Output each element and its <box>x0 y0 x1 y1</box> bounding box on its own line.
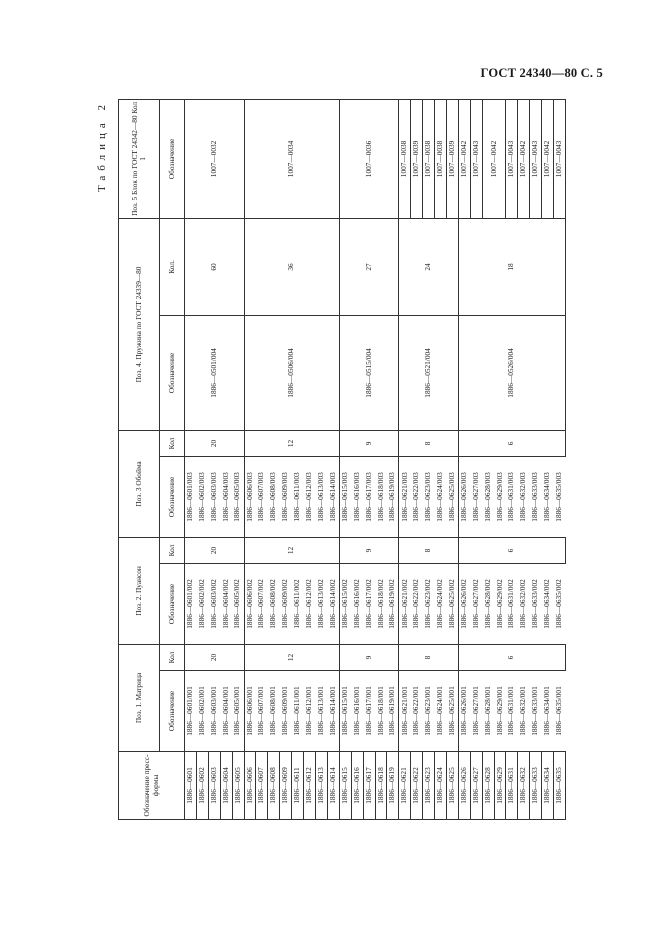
punch-designation-cell: 1886—0613/002 <box>315 563 327 644</box>
holder-designation-cell: 1886—0602/003 <box>196 456 208 537</box>
matrix-designation-cell: 1886—0635/001 <box>554 671 566 752</box>
mold-designation-cell: 1886—0627 <box>470 752 482 820</box>
header-designation: Обозначение <box>160 563 185 644</box>
mold-designation-cell: 1886—0634 <box>542 752 554 820</box>
block-designation-cell: 1007—0038 <box>423 99 435 218</box>
holder-designation-cell: 1886—0619/003 <box>387 456 399 537</box>
table-row <box>423 99 435 819</box>
punch-designation-cell: 1886—0607/002 <box>256 563 268 644</box>
punch-qty-cell: 12 <box>244 537 339 563</box>
block-designation-cell: 1007—0042 <box>518 99 530 218</box>
matrix-designation-cell: 1886—0629/001 <box>494 671 506 752</box>
matrix-designation-cell: 1886—0619/001 <box>387 671 399 752</box>
mold-designation-cell: 1886—0601 <box>185 752 197 820</box>
holder-designation-cell: 1886—0618/003 <box>375 456 387 537</box>
punch-designation-cell: 1886—0619/002 <box>387 563 399 644</box>
parts-table <box>118 99 566 820</box>
matrix-designation-cell: 1886—0603/001 <box>208 671 220 752</box>
holder-designation-cell: 1886—0623/003 <box>423 456 435 537</box>
block-designation-cell: 1007—0038 <box>435 99 447 218</box>
punch-qty-cell: 9 <box>339 537 399 563</box>
mold-designation-cell: 1886—0621 <box>399 752 411 820</box>
matrix-designation-cell: 1886—0622/001 <box>411 671 423 752</box>
holder-designation-cell: 1886—0622/003 <box>411 456 423 537</box>
mold-designation-cell: 1886—0624 <box>435 752 447 820</box>
holder-designation-cell: 1886—0632/003 <box>518 456 530 537</box>
holder-designation-cell: 1886—0607/003 <box>256 456 268 537</box>
mold-designation-cell: 1886—0622 <box>411 752 423 820</box>
punch-designation-cell: 1886—0605/002 <box>232 563 244 644</box>
block-designation-cell: 1007—0039 <box>446 99 458 218</box>
punch-designation-cell: 1886—0609/002 <box>280 563 292 644</box>
mold-designation-cell: 1886—0608 <box>268 752 280 820</box>
punch-designation-cell: 1886—0603/002 <box>208 563 220 644</box>
punch-designation-cell: 1886—0602/002 <box>196 563 208 644</box>
matrix-designation-cell: 1886—0616/001 <box>351 671 363 752</box>
punch-designation-cell: 1886—0627/002 <box>470 563 482 644</box>
header-designation: Обозначение <box>160 315 185 430</box>
punch-designation-cell: 1886—0628/002 <box>482 563 494 644</box>
holder-designation-cell: 1886—0605/003 <box>232 456 244 537</box>
mold-designation-cell: 1886—0623 <box>423 752 435 820</box>
table-row <box>458 99 470 819</box>
punch-designation-cell: 1886—0635/002 <box>554 563 566 644</box>
holder-designation-cell: 1886—0604/003 <box>220 456 232 537</box>
table-row <box>530 99 542 819</box>
table-row <box>185 99 197 819</box>
mold-designation-cell: 1886—0613 <box>315 752 327 820</box>
matrix-qty-cell: 20 <box>185 644 245 670</box>
header-qty: Кол <box>160 430 185 456</box>
matrix-designation-cell: 1886—0602/001 <box>196 671 208 752</box>
matrix-designation-cell: 1886—0604/001 <box>220 671 232 752</box>
mold-designation-cell: 1886—0603 <box>208 752 220 820</box>
header-pos4: Поз. 4. Пружина по ГОСТ 24339—80 <box>119 218 160 430</box>
punch-designation-cell: 1886—0618/002 <box>375 563 387 644</box>
spring-designation-cell: 1886—0521/004 <box>399 315 459 430</box>
mold-designation-cell: 1886—0602 <box>196 752 208 820</box>
punch-designation-cell: 1886—0629/002 <box>494 563 506 644</box>
punch-designation-cell: 1886—0625/002 <box>446 563 458 644</box>
matrix-designation-cell: 1886—0623/001 <box>423 671 435 752</box>
table-row <box>554 99 566 819</box>
matrix-designation-cell: 1886—0612/001 <box>304 671 316 752</box>
table-row <box>470 99 482 819</box>
holder-designation-cell: 1886—0601/003 <box>185 456 197 537</box>
block-designation-cell: 1007—0036 <box>339 99 399 218</box>
holder-designation-cell: 1886—0624/003 <box>435 456 447 537</box>
punch-designation-cell: 1886—0601/002 <box>185 563 197 644</box>
table-row <box>506 99 518 819</box>
holder-designation-cell: 1886—0616/003 <box>351 456 363 537</box>
spring-designation-cell: 1886—0526/004 <box>458 315 565 430</box>
matrix-designation-cell: 1886—0625/001 <box>446 671 458 752</box>
holder-designation-cell: 1886—0615/003 <box>339 456 351 537</box>
holder-designation-cell: 1886—0635/003 <box>554 456 566 537</box>
mold-designation-cell: 1886—0635 <box>554 752 566 820</box>
punch-designation-cell: 1886—0622/002 <box>411 563 423 644</box>
holder-designation-cell: 1886—0627/003 <box>470 456 482 537</box>
punch-designation-cell: 1886—0614/002 <box>327 563 339 644</box>
block-designation-cell: 1007—0043 <box>530 99 542 218</box>
matrix-qty-cell: 8 <box>399 644 459 670</box>
matrix-designation-cell: 1886—0605/001 <box>232 671 244 752</box>
matrix-designation-cell: 1886—0628/001 <box>482 671 494 752</box>
header-mold: Обозначение пресс-формы <box>119 752 185 820</box>
rotated-table-area <box>90 100 590 820</box>
holder-designation-cell: 1886—0628/003 <box>482 456 494 537</box>
matrix-designation-cell: 1886—0617/001 <box>363 671 375 752</box>
holder-designation-cell: 1886—0629/003 <box>494 456 506 537</box>
header-designation: Обозначение <box>160 456 185 537</box>
block-designation-cell: 1007—0043 <box>470 99 482 218</box>
mold-designation-cell: 1886—0607 <box>256 752 268 820</box>
matrix-designation-cell: 1886—0601/001 <box>185 671 197 752</box>
holder-designation-cell: 1886—0606/003 <box>244 456 256 537</box>
punch-designation-cell: 1886—0626/002 <box>458 563 470 644</box>
holder-designation-cell: 1886—0621/003 <box>399 456 411 537</box>
matrix-designation-cell: 1886—0611/001 <box>292 671 304 752</box>
table-row <box>446 99 458 819</box>
holder-qty-cell: 20 <box>185 430 245 456</box>
matrix-designation-cell: 1886—0615/001 <box>339 671 351 752</box>
mold-designation-cell: 1886—0604 <box>220 752 232 820</box>
block-designation-cell: 1007—0042 <box>542 99 554 218</box>
matrix-designation-cell: 1886—0633/001 <box>530 671 542 752</box>
holder-designation-cell: 1886—0609/003 <box>280 456 292 537</box>
block-designation-cell: 1007—0034 <box>244 99 339 218</box>
block-designation-cell: 1007—0043 <box>506 99 518 218</box>
holder-designation-cell: 1886—0633/003 <box>530 456 542 537</box>
mold-designation-cell: 1886—0612 <box>304 752 316 820</box>
matrix-designation-cell: 1886—0614/001 <box>327 671 339 752</box>
block-designation-cell: 1007—0039 <box>411 99 423 218</box>
punch-designation-cell: 1886—0615/002 <box>339 563 351 644</box>
spring-qty-cell: 27 <box>339 218 399 315</box>
mold-designation-cell: 1886—0619 <box>387 752 399 820</box>
punch-designation-cell: 1886—0617/002 <box>363 563 375 644</box>
mold-designation-cell: 1886—0629 <box>494 752 506 820</box>
matrix-designation-cell: 1886—0618/001 <box>375 671 387 752</box>
punch-designation-cell: 1886—0623/002 <box>423 563 435 644</box>
page-header: ГОСТ 24340—80 С. 5 <box>480 66 603 80</box>
table-row <box>399 99 411 819</box>
spring-designation-cell: 1886—0515/004 <box>339 315 399 430</box>
mold-designation-cell: 1886—0611 <box>292 752 304 820</box>
punch-designation-cell: 1886—0616/002 <box>351 563 363 644</box>
punch-designation-cell: 1886—0633/002 <box>530 563 542 644</box>
punch-designation-cell: 1886—0631/002 <box>506 563 518 644</box>
punch-designation-cell: 1886—0606/002 <box>244 563 256 644</box>
table-row <box>411 99 423 819</box>
matrix-qty-cell: 9 <box>339 644 399 670</box>
spring-qty-cell: 18 <box>458 218 565 315</box>
holder-designation-cell: 1886—0603/003 <box>208 456 220 537</box>
table-caption: Таблица 2 <box>96 100 108 193</box>
mold-designation-cell: 1886—0609 <box>280 752 292 820</box>
header-qty: Кол <box>160 644 185 670</box>
punch-designation-cell: 1886—0632/002 <box>518 563 530 644</box>
holder-designation-cell: 1886—0631/003 <box>506 456 518 537</box>
matrix-designation-cell: 1886—0627/001 <box>470 671 482 752</box>
block-designation-cell: 1007—0042 <box>458 99 470 218</box>
spring-qty-cell: 24 <box>399 218 459 315</box>
matrix-qty-cell: 12 <box>244 644 339 670</box>
punch-designation-cell: 1886—0634/002 <box>542 563 554 644</box>
block-designation-cell: 1007—0038 <box>399 99 411 218</box>
mold-designation-cell: 1886—0606 <box>244 752 256 820</box>
matrix-designation-cell: 1886—0631/001 <box>506 671 518 752</box>
spring-designation-cell: 1886—0506/004 <box>244 315 339 430</box>
header-pos3: Поз. 3 Обойма <box>119 430 160 537</box>
holder-qty-cell: 12 <box>244 430 339 456</box>
matrix-designation-cell: 1886—0609/001 <box>280 671 292 752</box>
punch-designation-cell: 1886—0604/002 <box>220 563 232 644</box>
table-row <box>244 99 256 819</box>
mold-designation-cell: 1886—0617 <box>363 752 375 820</box>
spring-qty-cell: 36 <box>244 218 339 315</box>
punch-designation-cell: 1886—0611/002 <box>292 563 304 644</box>
mold-designation-cell: 1886—0625 <box>446 752 458 820</box>
table-row <box>518 99 530 819</box>
punch-designation-cell: 1886—0624/002 <box>435 563 447 644</box>
holder-designation-cell: 1886—0613/003 <box>315 456 327 537</box>
matrix-designation-cell: 1886—0608/001 <box>268 671 280 752</box>
block-designation-cell: 1007—0032 <box>185 99 245 218</box>
holder-qty-cell: 6 <box>458 430 565 456</box>
matrix-designation-cell: 1886—0626/001 <box>458 671 470 752</box>
header-pos2: Поз. 2. Пуансон <box>119 537 160 644</box>
mold-designation-cell: 1886—0614 <box>327 752 339 820</box>
mold-designation-cell: 1886—0605 <box>232 752 244 820</box>
matrix-designation-cell: 1886—0613/001 <box>315 671 327 752</box>
spring-designation-cell: 1886—0501/004 <box>185 315 245 430</box>
header-pos1: Поз. 1. Матрица <box>119 644 160 751</box>
table-row <box>542 99 554 819</box>
holder-designation-cell: 1886—0611/003 <box>292 456 304 537</box>
punch-designation-cell: 1886—0612/002 <box>304 563 316 644</box>
table-row <box>339 99 351 819</box>
header-designation: Обозначение <box>160 99 185 218</box>
punch-qty-cell: 8 <box>399 537 459 563</box>
punch-designation-cell: 1886—0608/002 <box>268 563 280 644</box>
mold-designation-cell: 1886—0618 <box>375 752 387 820</box>
matrix-designation-cell: 1886—0634/001 <box>542 671 554 752</box>
header-pos5: Поз. 5 Блок по ГОСТ 24342—80 Кол 1 <box>119 99 160 218</box>
mold-designation-cell: 1886—0626 <box>458 752 470 820</box>
holder-designation-cell: 1886—0608/003 <box>268 456 280 537</box>
holder-qty-cell: 8 <box>399 430 459 456</box>
matrix-designation-cell: 1886—0624/001 <box>435 671 447 752</box>
mold-designation-cell: 1886—0633 <box>530 752 542 820</box>
block-designation-cell: 1007—0042 <box>482 99 506 218</box>
holder-designation-cell: 1886—0614/003 <box>327 456 339 537</box>
punch-qty-cell: 20 <box>185 537 245 563</box>
mold-designation-cell: 1886—0615 <box>339 752 351 820</box>
matrix-designation-cell: 1886—0606/001 <box>244 671 256 752</box>
mold-designation-cell: 1886—0628 <box>482 752 494 820</box>
header-qty: Кол. <box>160 218 185 315</box>
punch-qty-cell: 6 <box>458 537 565 563</box>
holder-designation-cell: 1886—0617/003 <box>363 456 375 537</box>
matrix-designation-cell: 1886—0621/001 <box>399 671 411 752</box>
holder-qty-cell: 9 <box>339 430 399 456</box>
punch-designation-cell: 1886—0621/002 <box>399 563 411 644</box>
holder-designation-cell: 1886—0612/003 <box>304 456 316 537</box>
spring-qty-cell: 60 <box>185 218 245 315</box>
block-designation-cell: 1007—0043 <box>554 99 566 218</box>
holder-designation-cell: 1886—0626/003 <box>458 456 470 537</box>
mold-designation-cell: 1886—0616 <box>351 752 363 820</box>
holder-designation-cell: 1886—0634/003 <box>542 456 554 537</box>
header-qty: Кол <box>160 537 185 563</box>
mold-designation-cell: 1886—0632 <box>518 752 530 820</box>
header-designation: Обозначение <box>160 671 185 752</box>
matrix-designation-cell: 1886—0607/001 <box>256 671 268 752</box>
mold-designation-cell: 1886—0631 <box>506 752 518 820</box>
holder-designation-cell: 1886—0625/003 <box>446 456 458 537</box>
table-row <box>482 99 494 819</box>
table-row <box>435 99 447 819</box>
matrix-qty-cell: 6 <box>458 644 565 670</box>
matrix-designation-cell: 1886—0632/001 <box>518 671 530 752</box>
